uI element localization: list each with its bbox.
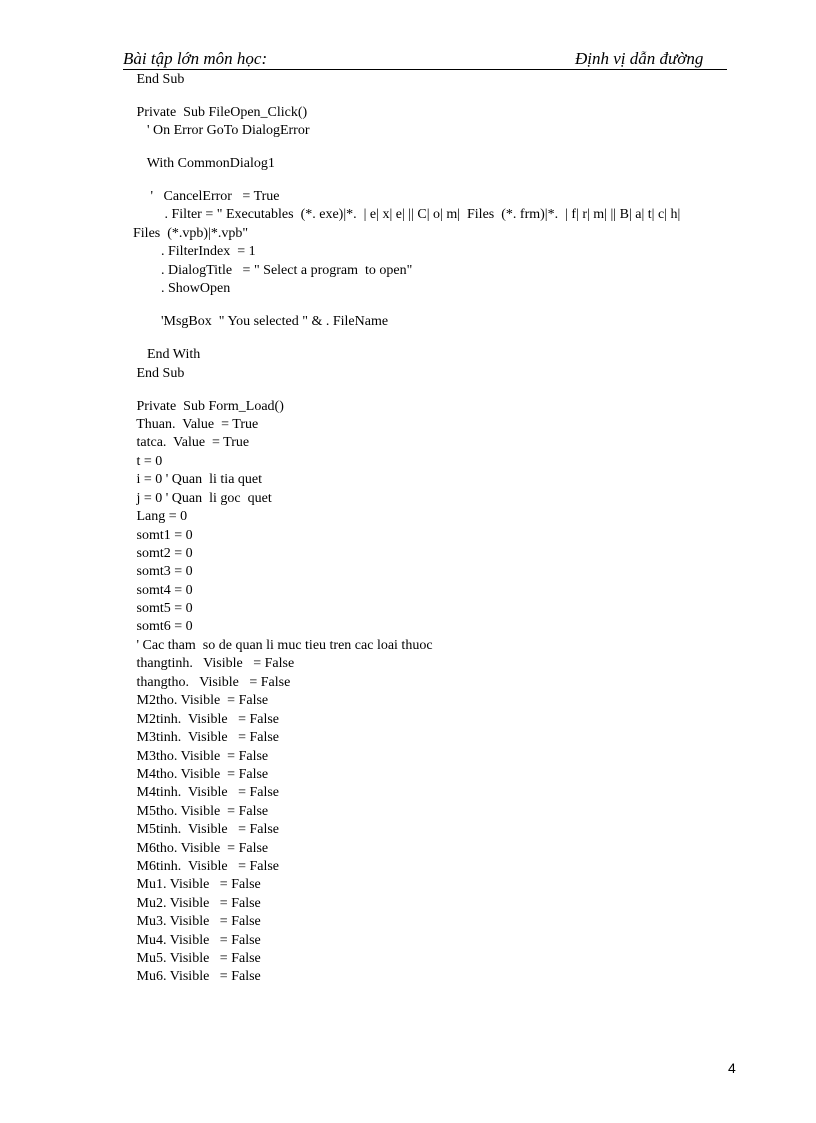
code-line: Private Sub Form_Load() [133, 399, 284, 414]
code-line: somt2 = 0 [133, 546, 193, 561]
code-line: Mu2. Visible = False [133, 896, 261, 911]
code-line: somt6 = 0 [133, 619, 193, 634]
code-line: M3tinh. Visible = False [133, 730, 280, 745]
code-line: Private Sub FileOpen_Click() [133, 105, 308, 120]
code-line: End Sub [133, 366, 185, 381]
code-line: M6tho. Visible = False [133, 841, 269, 856]
code-line: End Sub [133, 72, 185, 87]
code-line: M3tho. Visible = False [133, 749, 269, 764]
code-line: Mu4. Visible = False [133, 933, 261, 948]
code-line: ' Cac tham so de quan li muc tieu tren cac loai thuoc [133, 638, 433, 653]
page-number: 4 [728, 1060, 736, 1076]
code-line: tatca. Value = True [133, 435, 250, 450]
code-line: i = 0 ' Quan li tia quet [133, 472, 263, 487]
code-line: somt3 = 0 [133, 564, 193, 579]
code-line: Lang = 0 [133, 509, 188, 524]
code-line: Mu6. Visible = False [133, 969, 261, 984]
code-line: . Filter = " Executables (*. exe)|*. | e| x| e| || C| o| m| Files (*. frm)|*. | f| r| m| || B| a| t| c| h| [133, 207, 681, 222]
header-topic-title: Định vị dẫn đường [575, 49, 704, 68]
code-line: Mu3. Visible = False [133, 914, 261, 929]
code-line: End With [133, 347, 201, 362]
code-line: . DialogTitle = " Select a program to open" [133, 263, 413, 278]
code-line: Mu5. Visible = False [133, 951, 261, 966]
code-line: j = 0 ' Quan li goc quet [133, 491, 272, 506]
code-line: M5tinh. Visible = False [133, 822, 280, 837]
code-line: With CommonDialog1 [133, 156, 275, 171]
code-line: ' On Error GoTo DialogError [133, 123, 310, 138]
code-line: M5tho. Visible = False [133, 804, 269, 819]
code-line: M4tinh. Visible = False [133, 785, 280, 800]
header-course-title: Bài tập lớn môn học: [123, 49, 268, 68]
code-line: Files (*.vpb)|*.vpb" [133, 226, 249, 241]
code-line: thangtinh. Visible = False [133, 656, 295, 671]
code-line: M4tho. Visible = False [133, 767, 269, 782]
code-line: somt5 = 0 [133, 601, 193, 616]
code-line: somt4 = 0 [133, 583, 193, 598]
code-line: somt1 = 0 [133, 528, 193, 543]
code-line: M2tinh. Visible = False [133, 712, 280, 727]
code-line: M6tinh. Visible = False [133, 859, 280, 874]
code-line: t = 0 [133, 454, 163, 469]
code-line: Mu1. Visible = False [133, 877, 261, 892]
code-line: . FilterIndex = 1 [133, 244, 256, 259]
code-line: M2tho. Visible = False [133, 693, 269, 708]
code-line: Thuan. Value = True [133, 417, 259, 432]
code-line: . ShowOpen [133, 281, 231, 296]
code-line: 'MsgBox " You selected " & . FileName [133, 314, 389, 329]
code-line: thangtho. Visible = False [133, 675, 291, 690]
code-line: ' CancelError = True [133, 189, 280, 204]
